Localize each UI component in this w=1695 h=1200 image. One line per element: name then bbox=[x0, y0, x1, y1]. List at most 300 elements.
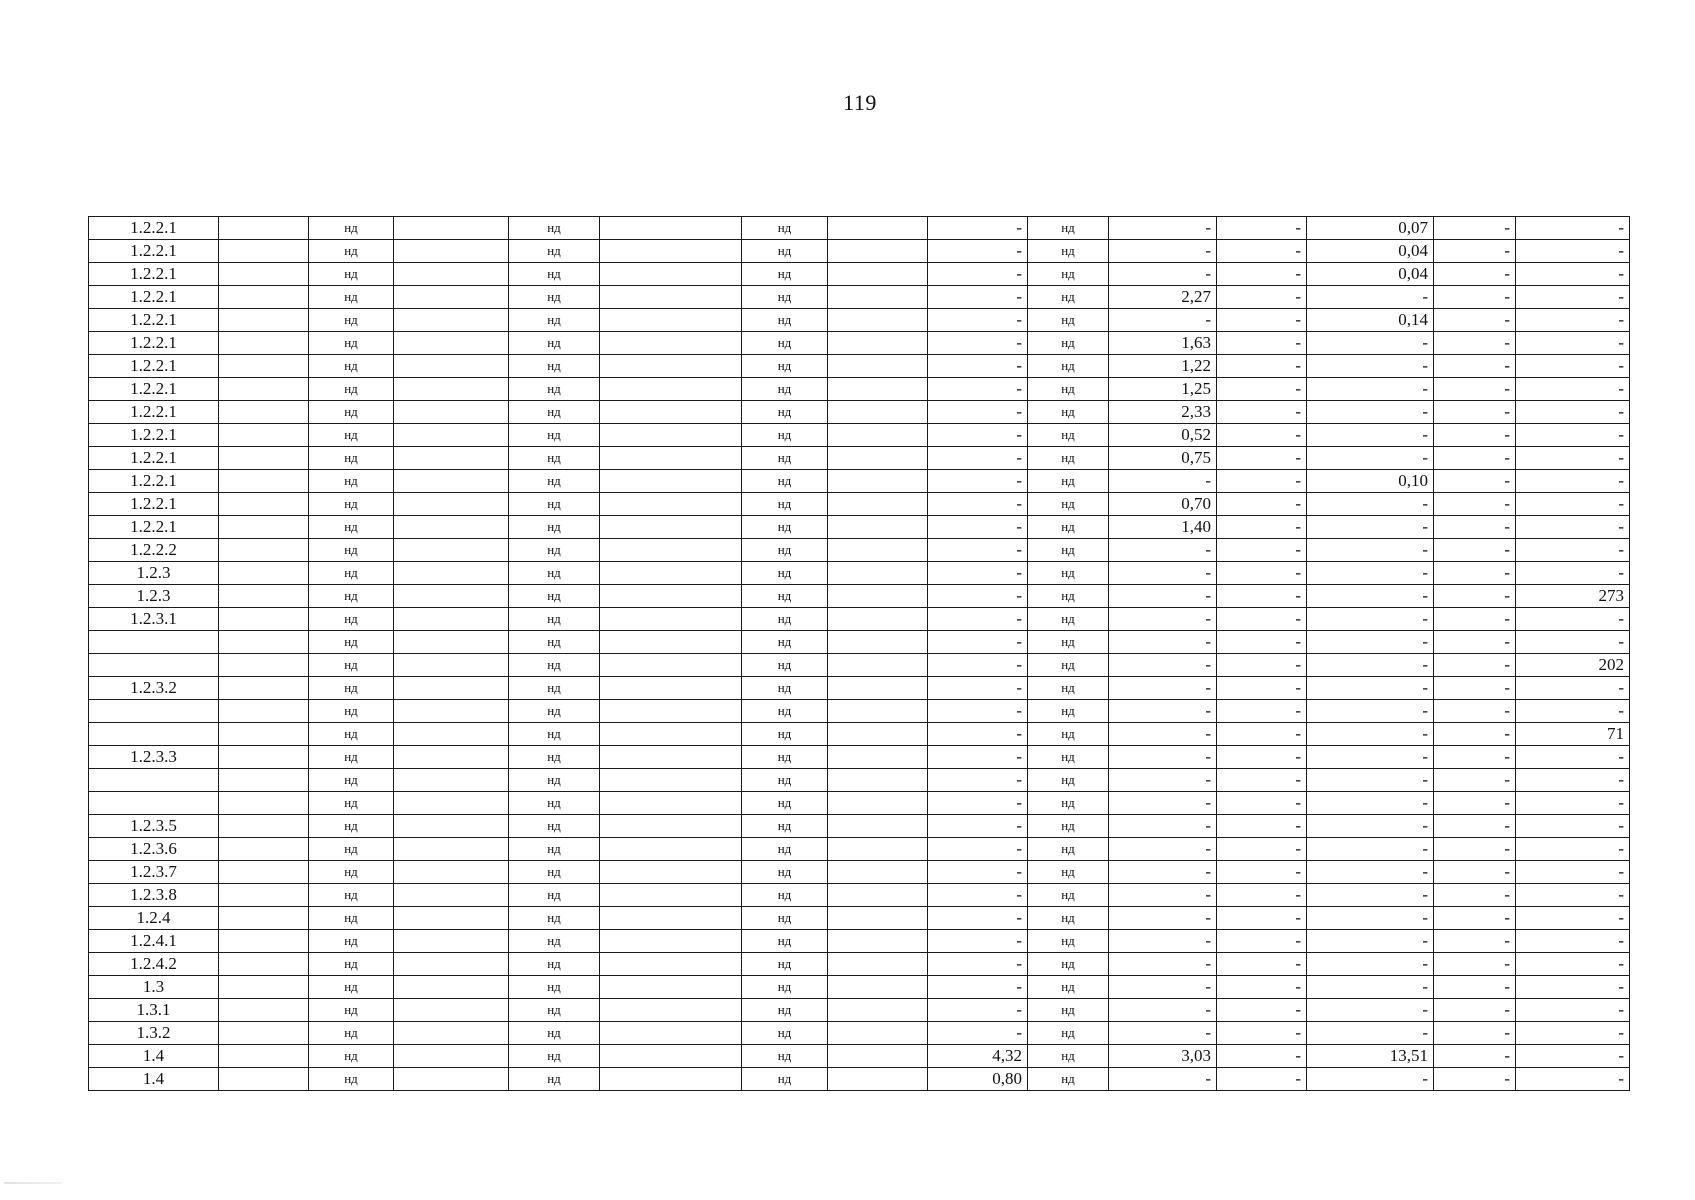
nd-cell: нд bbox=[309, 999, 394, 1022]
nd-cell: нд bbox=[309, 631, 394, 654]
value-cell: - bbox=[1307, 746, 1434, 769]
blank-cell bbox=[394, 562, 509, 585]
blank-cell bbox=[394, 1022, 509, 1045]
nd-cell: нд bbox=[742, 976, 828, 999]
value-cell: - bbox=[1217, 332, 1307, 355]
nd-cell: нд bbox=[509, 332, 600, 355]
nd-cell: нд bbox=[1028, 217, 1109, 240]
value-cell: - bbox=[1434, 470, 1516, 493]
table-row bbox=[89, 723, 1630, 746]
blank-cell bbox=[600, 263, 742, 286]
blank-cell bbox=[828, 562, 928, 585]
table-row bbox=[89, 792, 1630, 815]
value-cell: - bbox=[1307, 585, 1434, 608]
value-cell: - bbox=[1307, 677, 1434, 700]
nd-cell: нд bbox=[1028, 309, 1109, 332]
table-row bbox=[89, 884, 1630, 907]
nd-cell: нд bbox=[509, 608, 600, 631]
nd-cell: нд bbox=[509, 401, 600, 424]
value-cell: - bbox=[1516, 378, 1630, 401]
blank-cell bbox=[828, 631, 928, 654]
code-cell: 1.2.4 bbox=[89, 907, 219, 930]
value-cell: - bbox=[1516, 608, 1630, 631]
nd-cell: нд bbox=[509, 884, 600, 907]
blank-cell bbox=[394, 355, 509, 378]
value-cell: - bbox=[1516, 240, 1630, 263]
blank-cell bbox=[394, 424, 509, 447]
table-row bbox=[89, 953, 1630, 976]
value-cell: - bbox=[1434, 378, 1516, 401]
nd-cell: нд bbox=[1028, 562, 1109, 585]
nd-cell: нд bbox=[742, 1068, 828, 1091]
value-cell: - bbox=[928, 378, 1028, 401]
value-cell: 0,14 bbox=[1307, 309, 1434, 332]
value-cell: 2,33 bbox=[1109, 401, 1217, 424]
blank-cell bbox=[828, 608, 928, 631]
value-cell: - bbox=[1109, 677, 1217, 700]
value-cell: - bbox=[1307, 516, 1434, 539]
value-cell: - bbox=[928, 493, 1028, 516]
value-cell: - bbox=[1109, 884, 1217, 907]
nd-cell: нд bbox=[742, 654, 828, 677]
blank-cell bbox=[600, 1068, 742, 1091]
nd-cell: нд bbox=[309, 792, 394, 815]
blank-cell bbox=[219, 493, 309, 516]
value-cell: - bbox=[1109, 953, 1217, 976]
value-cell: - bbox=[1434, 654, 1516, 677]
value-cell: - bbox=[1516, 516, 1630, 539]
value-cell: - bbox=[1434, 447, 1516, 470]
value-cell: 1,63 bbox=[1109, 332, 1217, 355]
table-row bbox=[89, 746, 1630, 769]
value-cell: - bbox=[1109, 976, 1217, 999]
value-cell: - bbox=[1307, 401, 1434, 424]
value-cell: - bbox=[1307, 654, 1434, 677]
value-cell: - bbox=[1217, 424, 1307, 447]
nd-cell: нд bbox=[1028, 907, 1109, 930]
blank-cell bbox=[600, 907, 742, 930]
value-cell: - bbox=[928, 976, 1028, 999]
value-cell: - bbox=[1307, 976, 1434, 999]
value-cell: - bbox=[928, 700, 1028, 723]
blank-cell bbox=[394, 930, 509, 953]
nd-cell: нд bbox=[309, 976, 394, 999]
nd-cell: нд bbox=[1028, 953, 1109, 976]
table-row bbox=[89, 447, 1630, 470]
value-cell: - bbox=[1516, 539, 1630, 562]
value-cell: - bbox=[1109, 654, 1217, 677]
blank-cell bbox=[394, 631, 509, 654]
value-cell: - bbox=[1516, 355, 1630, 378]
value-cell: - bbox=[1434, 930, 1516, 953]
blank-cell bbox=[828, 884, 928, 907]
blank-cell bbox=[394, 493, 509, 516]
nd-cell: нд bbox=[509, 677, 600, 700]
value-cell: - bbox=[928, 309, 1028, 332]
blank-cell bbox=[219, 355, 309, 378]
nd-cell: нд bbox=[509, 999, 600, 1022]
value-cell: 0,80 bbox=[928, 1068, 1028, 1091]
blank-cell bbox=[600, 424, 742, 447]
blank-cell bbox=[828, 585, 928, 608]
table-row bbox=[89, 700, 1630, 723]
nd-cell: нд bbox=[509, 424, 600, 447]
table-row bbox=[89, 401, 1630, 424]
table-row bbox=[89, 654, 1630, 677]
nd-cell: нд bbox=[509, 585, 600, 608]
value-cell: 202 bbox=[1516, 654, 1630, 677]
table-row bbox=[89, 585, 1630, 608]
value-cell: - bbox=[1307, 447, 1434, 470]
blank-cell bbox=[219, 447, 309, 470]
code-cell: 1.2.2.1 bbox=[89, 424, 219, 447]
nd-cell: нд bbox=[309, 332, 394, 355]
value-cell: - bbox=[1307, 608, 1434, 631]
code-cell: 1.2.3.5 bbox=[89, 815, 219, 838]
value-cell: - bbox=[1109, 792, 1217, 815]
code-cell: 1.2.3.6 bbox=[89, 838, 219, 861]
blank-cell bbox=[828, 493, 928, 516]
nd-cell: нд bbox=[309, 240, 394, 263]
value-cell: - bbox=[928, 999, 1028, 1022]
nd-cell: нд bbox=[1028, 424, 1109, 447]
value-cell: - bbox=[1516, 424, 1630, 447]
value-cell: - bbox=[928, 861, 1028, 884]
blank-cell bbox=[394, 240, 509, 263]
value-cell: - bbox=[1217, 1045, 1307, 1068]
value-cell: - bbox=[1434, 907, 1516, 930]
blank-cell bbox=[828, 470, 928, 493]
code-cell: 1.2.3 bbox=[89, 585, 219, 608]
value-cell: - bbox=[1307, 286, 1434, 309]
nd-cell: нд bbox=[1028, 861, 1109, 884]
blank-cell bbox=[600, 654, 742, 677]
blank-cell bbox=[600, 378, 742, 401]
value-cell: - bbox=[1217, 401, 1307, 424]
blank-cell bbox=[394, 585, 509, 608]
code-cell: 1.2.3.2 bbox=[89, 677, 219, 700]
code-cell: 1.2.2.2 bbox=[89, 539, 219, 562]
value-cell: - bbox=[1516, 1045, 1630, 1068]
table-row bbox=[89, 539, 1630, 562]
nd-cell: нд bbox=[509, 493, 600, 516]
value-cell: - bbox=[1516, 470, 1630, 493]
value-cell: - bbox=[928, 654, 1028, 677]
value-cell: - bbox=[928, 332, 1028, 355]
table-body bbox=[89, 217, 1630, 1091]
value-cell: - bbox=[1307, 861, 1434, 884]
value-cell: - bbox=[1109, 631, 1217, 654]
code-cell: 1.2.3.1 bbox=[89, 608, 219, 631]
nd-cell: нд bbox=[309, 263, 394, 286]
value-cell: - bbox=[1109, 562, 1217, 585]
code-cell: 1.2.2.1 bbox=[89, 332, 219, 355]
nd-cell: нд bbox=[1028, 746, 1109, 769]
value-cell: - bbox=[1217, 516, 1307, 539]
blank-cell bbox=[394, 907, 509, 930]
nd-cell: нд bbox=[1028, 332, 1109, 355]
blank-cell bbox=[219, 746, 309, 769]
blank-cell bbox=[219, 286, 309, 309]
value-cell: - bbox=[928, 1022, 1028, 1045]
table-row bbox=[89, 1045, 1630, 1068]
blank-cell bbox=[828, 953, 928, 976]
value-cell: - bbox=[1109, 838, 1217, 861]
blank-cell bbox=[828, 240, 928, 263]
blank-cell bbox=[394, 861, 509, 884]
value-cell: - bbox=[1516, 838, 1630, 861]
nd-cell: нд bbox=[509, 470, 600, 493]
value-cell: - bbox=[928, 769, 1028, 792]
value-cell: - bbox=[1516, 861, 1630, 884]
value-cell: - bbox=[1307, 907, 1434, 930]
nd-cell: нд bbox=[309, 953, 394, 976]
value-cell: - bbox=[1434, 677, 1516, 700]
nd-cell: нд bbox=[742, 539, 828, 562]
value-cell: - bbox=[928, 907, 1028, 930]
nd-cell: нд bbox=[742, 792, 828, 815]
blank-cell bbox=[600, 884, 742, 907]
nd-cell: нд bbox=[309, 378, 394, 401]
value-cell: - bbox=[1516, 1022, 1630, 1045]
nd-cell: нд bbox=[509, 447, 600, 470]
value-cell: - bbox=[928, 516, 1028, 539]
value-cell: - bbox=[1516, 631, 1630, 654]
blank-cell bbox=[394, 884, 509, 907]
value-cell: - bbox=[1109, 309, 1217, 332]
value-cell: - bbox=[1516, 769, 1630, 792]
value-cell: 0,10 bbox=[1307, 470, 1434, 493]
value-cell: - bbox=[1434, 792, 1516, 815]
nd-cell: нд bbox=[742, 608, 828, 631]
value-cell: 4,32 bbox=[928, 1045, 1028, 1068]
value-cell: - bbox=[1307, 930, 1434, 953]
value-cell: - bbox=[1109, 861, 1217, 884]
value-cell: - bbox=[1217, 286, 1307, 309]
blank-cell bbox=[394, 723, 509, 746]
nd-cell: нд bbox=[309, 884, 394, 907]
value-cell: 3,03 bbox=[1109, 1045, 1217, 1068]
value-cell: - bbox=[1516, 930, 1630, 953]
blank-cell bbox=[219, 516, 309, 539]
blank-cell bbox=[219, 631, 309, 654]
value-cell: - bbox=[1516, 332, 1630, 355]
nd-cell: нд bbox=[1028, 654, 1109, 677]
nd-cell: нд bbox=[309, 815, 394, 838]
value-cell: - bbox=[1307, 769, 1434, 792]
blank-cell bbox=[394, 746, 509, 769]
blank-cell bbox=[828, 539, 928, 562]
blank-cell bbox=[600, 470, 742, 493]
nd-cell: нд bbox=[509, 309, 600, 332]
value-cell: - bbox=[1109, 470, 1217, 493]
blank-cell bbox=[828, 861, 928, 884]
blank-cell bbox=[828, 700, 928, 723]
value-cell: - bbox=[1434, 1022, 1516, 1045]
blank-cell bbox=[394, 447, 509, 470]
code-cell: 1.2.2.1 bbox=[89, 240, 219, 263]
blank-cell bbox=[828, 930, 928, 953]
nd-cell: нд bbox=[742, 217, 828, 240]
blank-cell bbox=[394, 470, 509, 493]
blank-cell bbox=[394, 838, 509, 861]
value-cell: - bbox=[1434, 562, 1516, 585]
blank-cell bbox=[600, 700, 742, 723]
blank-cell bbox=[600, 286, 742, 309]
nd-cell: нд bbox=[742, 562, 828, 585]
value-cell: - bbox=[1109, 999, 1217, 1022]
nd-cell: нд bbox=[1028, 608, 1109, 631]
value-cell: - bbox=[1217, 631, 1307, 654]
value-cell: 0,04 bbox=[1307, 240, 1434, 263]
value-cell: - bbox=[1307, 493, 1434, 516]
blank-cell bbox=[600, 792, 742, 815]
table-row bbox=[89, 631, 1630, 654]
nd-cell: нд bbox=[309, 930, 394, 953]
nd-cell: нд bbox=[509, 1068, 600, 1091]
nd-cell: нд bbox=[509, 562, 600, 585]
blank-cell bbox=[828, 723, 928, 746]
nd-cell: нд bbox=[1028, 930, 1109, 953]
value-cell: 0,75 bbox=[1109, 447, 1217, 470]
value-cell: - bbox=[1217, 1068, 1307, 1091]
value-cell: - bbox=[1217, 723, 1307, 746]
blank-cell bbox=[600, 953, 742, 976]
nd-cell: нд bbox=[1028, 378, 1109, 401]
blank-cell bbox=[394, 378, 509, 401]
value-cell: - bbox=[1307, 631, 1434, 654]
blank-cell bbox=[394, 999, 509, 1022]
code-cell: 1.2.2.1 bbox=[89, 355, 219, 378]
value-cell: - bbox=[1307, 999, 1434, 1022]
code-cell: 1.2.3.3 bbox=[89, 746, 219, 769]
value-cell: - bbox=[1217, 447, 1307, 470]
blank-cell bbox=[828, 746, 928, 769]
nd-cell: нд bbox=[742, 746, 828, 769]
code-cell: 1.2.3 bbox=[89, 562, 219, 585]
blank-cell bbox=[828, 217, 928, 240]
nd-cell: нд bbox=[1028, 700, 1109, 723]
value-cell: - bbox=[1434, 631, 1516, 654]
nd-cell: нд bbox=[742, 930, 828, 953]
blank-cell bbox=[828, 677, 928, 700]
value-cell: - bbox=[1434, 263, 1516, 286]
blank-cell bbox=[219, 838, 309, 861]
value-cell: - bbox=[1516, 263, 1630, 286]
value-cell: - bbox=[1217, 884, 1307, 907]
table-row bbox=[89, 286, 1630, 309]
nd-cell: нд bbox=[509, 654, 600, 677]
nd-cell: нд bbox=[1028, 493, 1109, 516]
value-cell: - bbox=[1109, 815, 1217, 838]
value-cell: - bbox=[1434, 884, 1516, 907]
value-cell: - bbox=[1434, 1045, 1516, 1068]
blank-cell bbox=[219, 562, 309, 585]
nd-cell: нд bbox=[509, 907, 600, 930]
nd-cell: нд bbox=[742, 286, 828, 309]
value-cell: - bbox=[1217, 792, 1307, 815]
blank-cell bbox=[828, 424, 928, 447]
table-row bbox=[89, 608, 1630, 631]
code-cell bbox=[89, 723, 219, 746]
value-cell: - bbox=[1217, 907, 1307, 930]
nd-cell: нд bbox=[742, 424, 828, 447]
blank-cell bbox=[394, 332, 509, 355]
blank-cell bbox=[394, 1045, 509, 1068]
blank-cell bbox=[219, 309, 309, 332]
nd-cell: нд bbox=[1028, 815, 1109, 838]
value-cell: - bbox=[1434, 700, 1516, 723]
blank-cell bbox=[219, 1022, 309, 1045]
nd-cell: нд bbox=[742, 723, 828, 746]
blank-cell bbox=[219, 976, 309, 999]
value-cell: - bbox=[1217, 355, 1307, 378]
table-row bbox=[89, 516, 1630, 539]
nd-cell: нд bbox=[509, 976, 600, 999]
nd-cell: нд bbox=[309, 539, 394, 562]
table-row bbox=[89, 378, 1630, 401]
nd-cell: нд bbox=[509, 838, 600, 861]
value-cell: - bbox=[1109, 746, 1217, 769]
value-cell: - bbox=[1434, 217, 1516, 240]
blank-cell bbox=[600, 976, 742, 999]
value-cell: - bbox=[928, 723, 1028, 746]
value-cell: - bbox=[1516, 746, 1630, 769]
value-cell: - bbox=[1516, 447, 1630, 470]
code-cell: 1.2.2.1 bbox=[89, 516, 219, 539]
code-cell bbox=[89, 700, 219, 723]
nd-cell: нд bbox=[509, 539, 600, 562]
nd-cell: нд bbox=[1028, 838, 1109, 861]
nd-cell: нд bbox=[1028, 769, 1109, 792]
blank-cell bbox=[600, 332, 742, 355]
nd-cell: нд bbox=[509, 861, 600, 884]
blank-cell bbox=[219, 723, 309, 746]
nd-cell: нд bbox=[309, 1068, 394, 1091]
blank-cell bbox=[600, 677, 742, 700]
blank-cell bbox=[828, 769, 928, 792]
nd-cell: нд bbox=[509, 240, 600, 263]
blank-cell bbox=[219, 907, 309, 930]
blank-cell bbox=[219, 263, 309, 286]
value-cell: - bbox=[1307, 355, 1434, 378]
value-cell: 1,25 bbox=[1109, 378, 1217, 401]
blank-cell bbox=[219, 1068, 309, 1091]
nd-cell: нд bbox=[742, 700, 828, 723]
nd-cell: нд bbox=[309, 723, 394, 746]
blank-cell bbox=[828, 378, 928, 401]
value-cell: - bbox=[1434, 953, 1516, 976]
value-cell: - bbox=[928, 815, 1028, 838]
value-cell: - bbox=[1516, 976, 1630, 999]
blank-cell bbox=[600, 861, 742, 884]
blank-cell bbox=[394, 401, 509, 424]
nd-cell: нд bbox=[742, 447, 828, 470]
value-cell: - bbox=[1217, 999, 1307, 1022]
nd-cell: нд bbox=[742, 953, 828, 976]
value-cell: - bbox=[1109, 930, 1217, 953]
nd-cell: нд bbox=[309, 608, 394, 631]
nd-cell: нд bbox=[509, 631, 600, 654]
code-cell: 1.2.2.1 bbox=[89, 447, 219, 470]
code-cell: 1.2.2.1 bbox=[89, 401, 219, 424]
value-cell: - bbox=[1434, 309, 1516, 332]
blank-cell bbox=[600, 608, 742, 631]
blank-cell bbox=[219, 677, 309, 700]
value-cell: - bbox=[1434, 723, 1516, 746]
blank-cell bbox=[828, 976, 928, 999]
value-cell: 13,51 bbox=[1307, 1045, 1434, 1068]
